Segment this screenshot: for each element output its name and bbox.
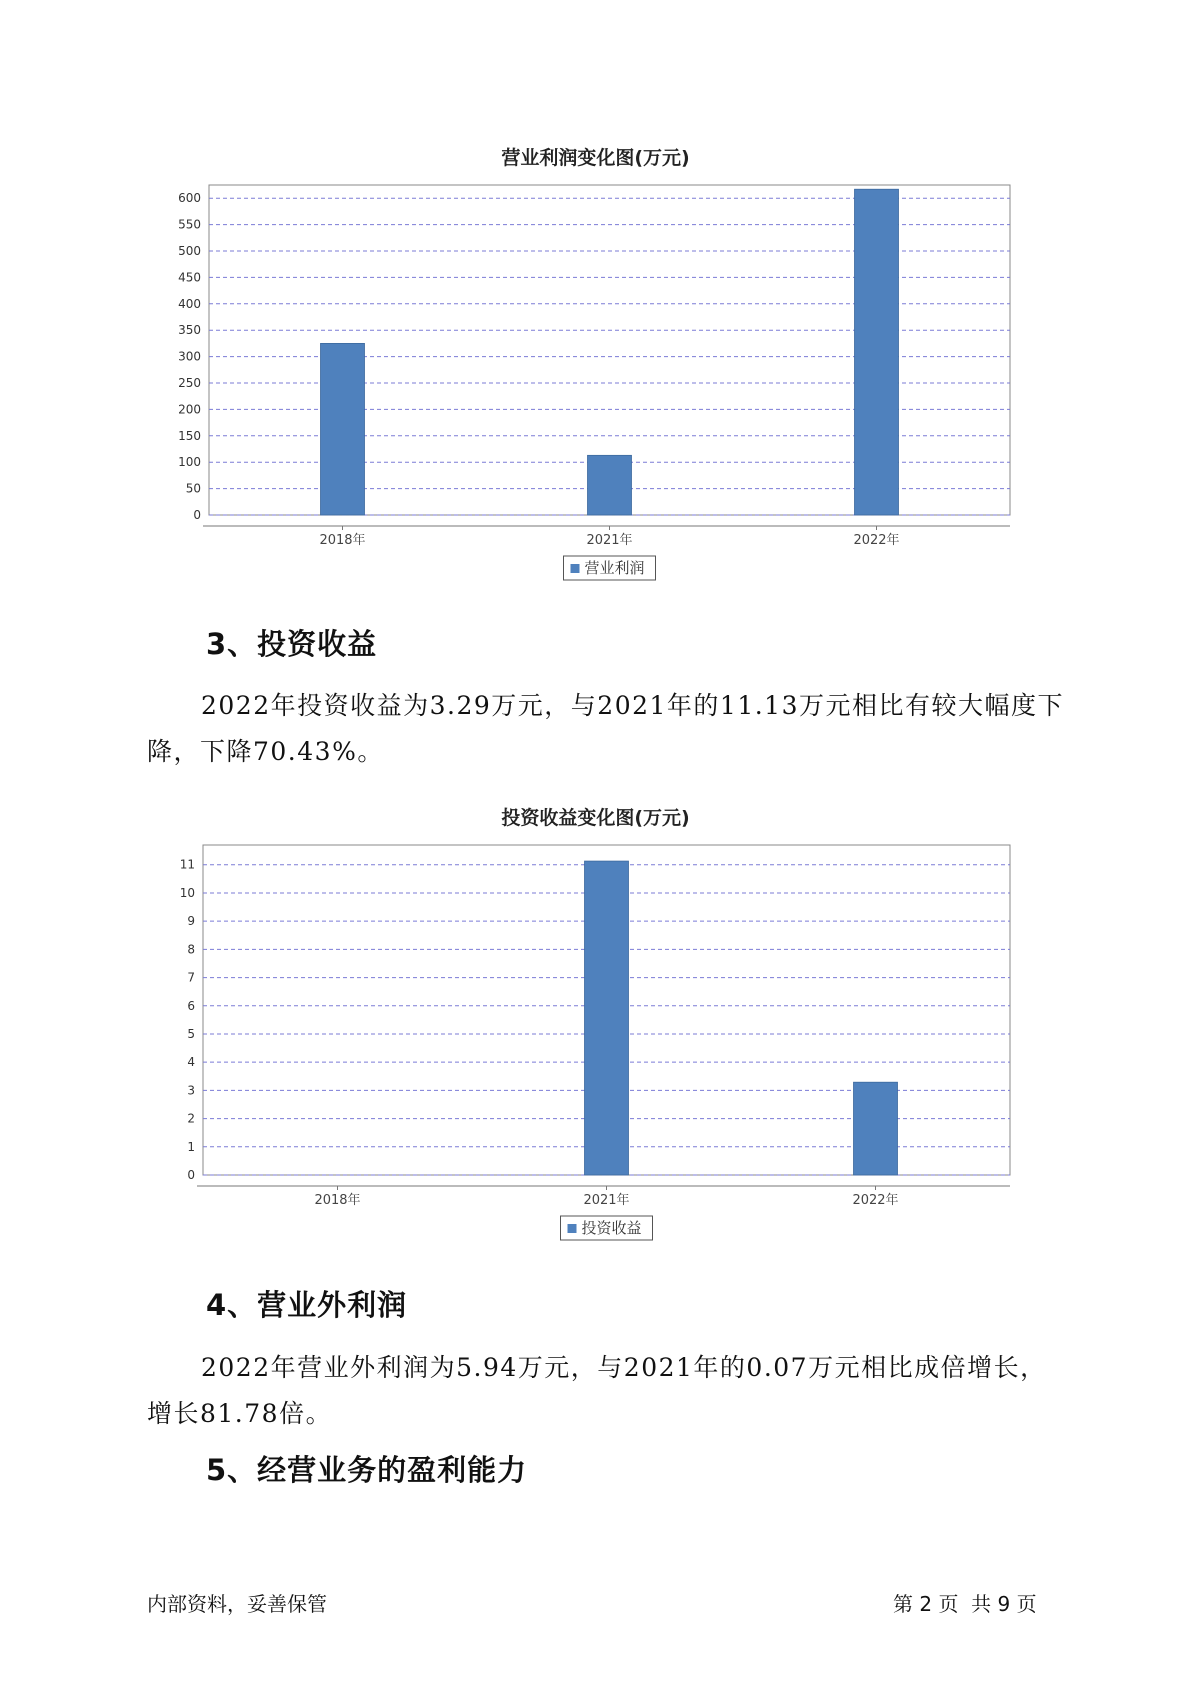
y-tick-label: 300 <box>178 349 201 364</box>
legend-label: 投资收益 <box>581 1219 642 1237</box>
y-tick-label: 11 <box>179 857 195 872</box>
legend-label: 营业利润 <box>584 559 645 577</box>
y-tick-label: 500 <box>178 244 201 258</box>
footer-page-number: 第 2 页 共 9 页 <box>893 1592 1037 1616</box>
x-tick-label: 2021年 <box>583 1193 630 1208</box>
bar <box>585 861 629 1175</box>
y-tick-label: 1 <box>187 1139 195 1154</box>
section-heading-investment: 3、投资收益 <box>206 627 378 661</box>
section-text-investment: 2022年投资收益为3.29万元，与2021年的11.13万元相比有较大幅度下降，下降70.43%。 <box>147 691 1064 766</box>
y-tick-label: 400 <box>178 296 201 311</box>
y-tick-label: 0 <box>193 508 201 522</box>
y-tick-label: 2 <box>187 1111 195 1126</box>
y-tick-label: 600 <box>178 191 201 206</box>
y-tick-label: 0 <box>187 1168 195 1182</box>
chart-investment-income <box>0 830 1191 1250</box>
y-tick-label: 8 <box>187 942 195 957</box>
y-tick-label: 550 <box>178 217 201 232</box>
section-heading-profitability: 5、经营业务的盈利能力 <box>206 1453 528 1487</box>
y-tick-label: 150 <box>178 428 201 443</box>
y-tick-label: 10 <box>179 885 195 900</box>
x-tick-label: 2021年 <box>586 533 633 548</box>
legend-swatch <box>571 564 580 573</box>
x-tick-label: 2018年 <box>319 533 366 548</box>
y-tick-label: 7 <box>187 970 195 985</box>
y-tick-label: 9 <box>187 914 195 929</box>
y-tick-label: 450 <box>178 270 201 285</box>
bar <box>321 343 365 515</box>
legend <box>564 556 656 580</box>
chart-operating-profit <box>0 170 1191 590</box>
bar <box>588 455 632 515</box>
y-tick-label: 50 <box>185 481 201 496</box>
x-tick-label: 2018年 <box>314 1193 361 1208</box>
footer-confidential-note: 内部资料，妥善保管 <box>147 1592 327 1616</box>
x-tick-label: 2022年 <box>853 533 900 548</box>
section-heading-non-operating: 4、营业外利润 <box>206 1288 408 1322</box>
y-tick-label: 3 <box>187 1083 195 1098</box>
bar <box>854 1082 898 1175</box>
y-tick-label: 100 <box>178 455 201 470</box>
y-tick-label: 200 <box>178 402 201 417</box>
y-tick-label: 250 <box>178 376 201 390</box>
bar <box>855 189 899 515</box>
x-tick-label: 2022年 <box>852 1193 899 1208</box>
legend-swatch <box>568 1224 577 1233</box>
y-tick-label: 5 <box>187 1026 195 1041</box>
section-text-non-operating: 2022年营业外利润为5.94万元，与2021年的0.07万元相比成倍增长，增长81.78倍。 <box>147 1353 1047 1428</box>
y-tick-label: 4 <box>187 1055 195 1070</box>
y-tick-label: 6 <box>187 998 195 1013</box>
chart-title-investment-income: 投资收益变化图(万元) <box>501 807 690 829</box>
chart-title-operating-profit: 营业利润变化图(万元) <box>501 147 690 169</box>
legend <box>561 1216 653 1240</box>
y-tick-label: 350 <box>178 323 201 338</box>
